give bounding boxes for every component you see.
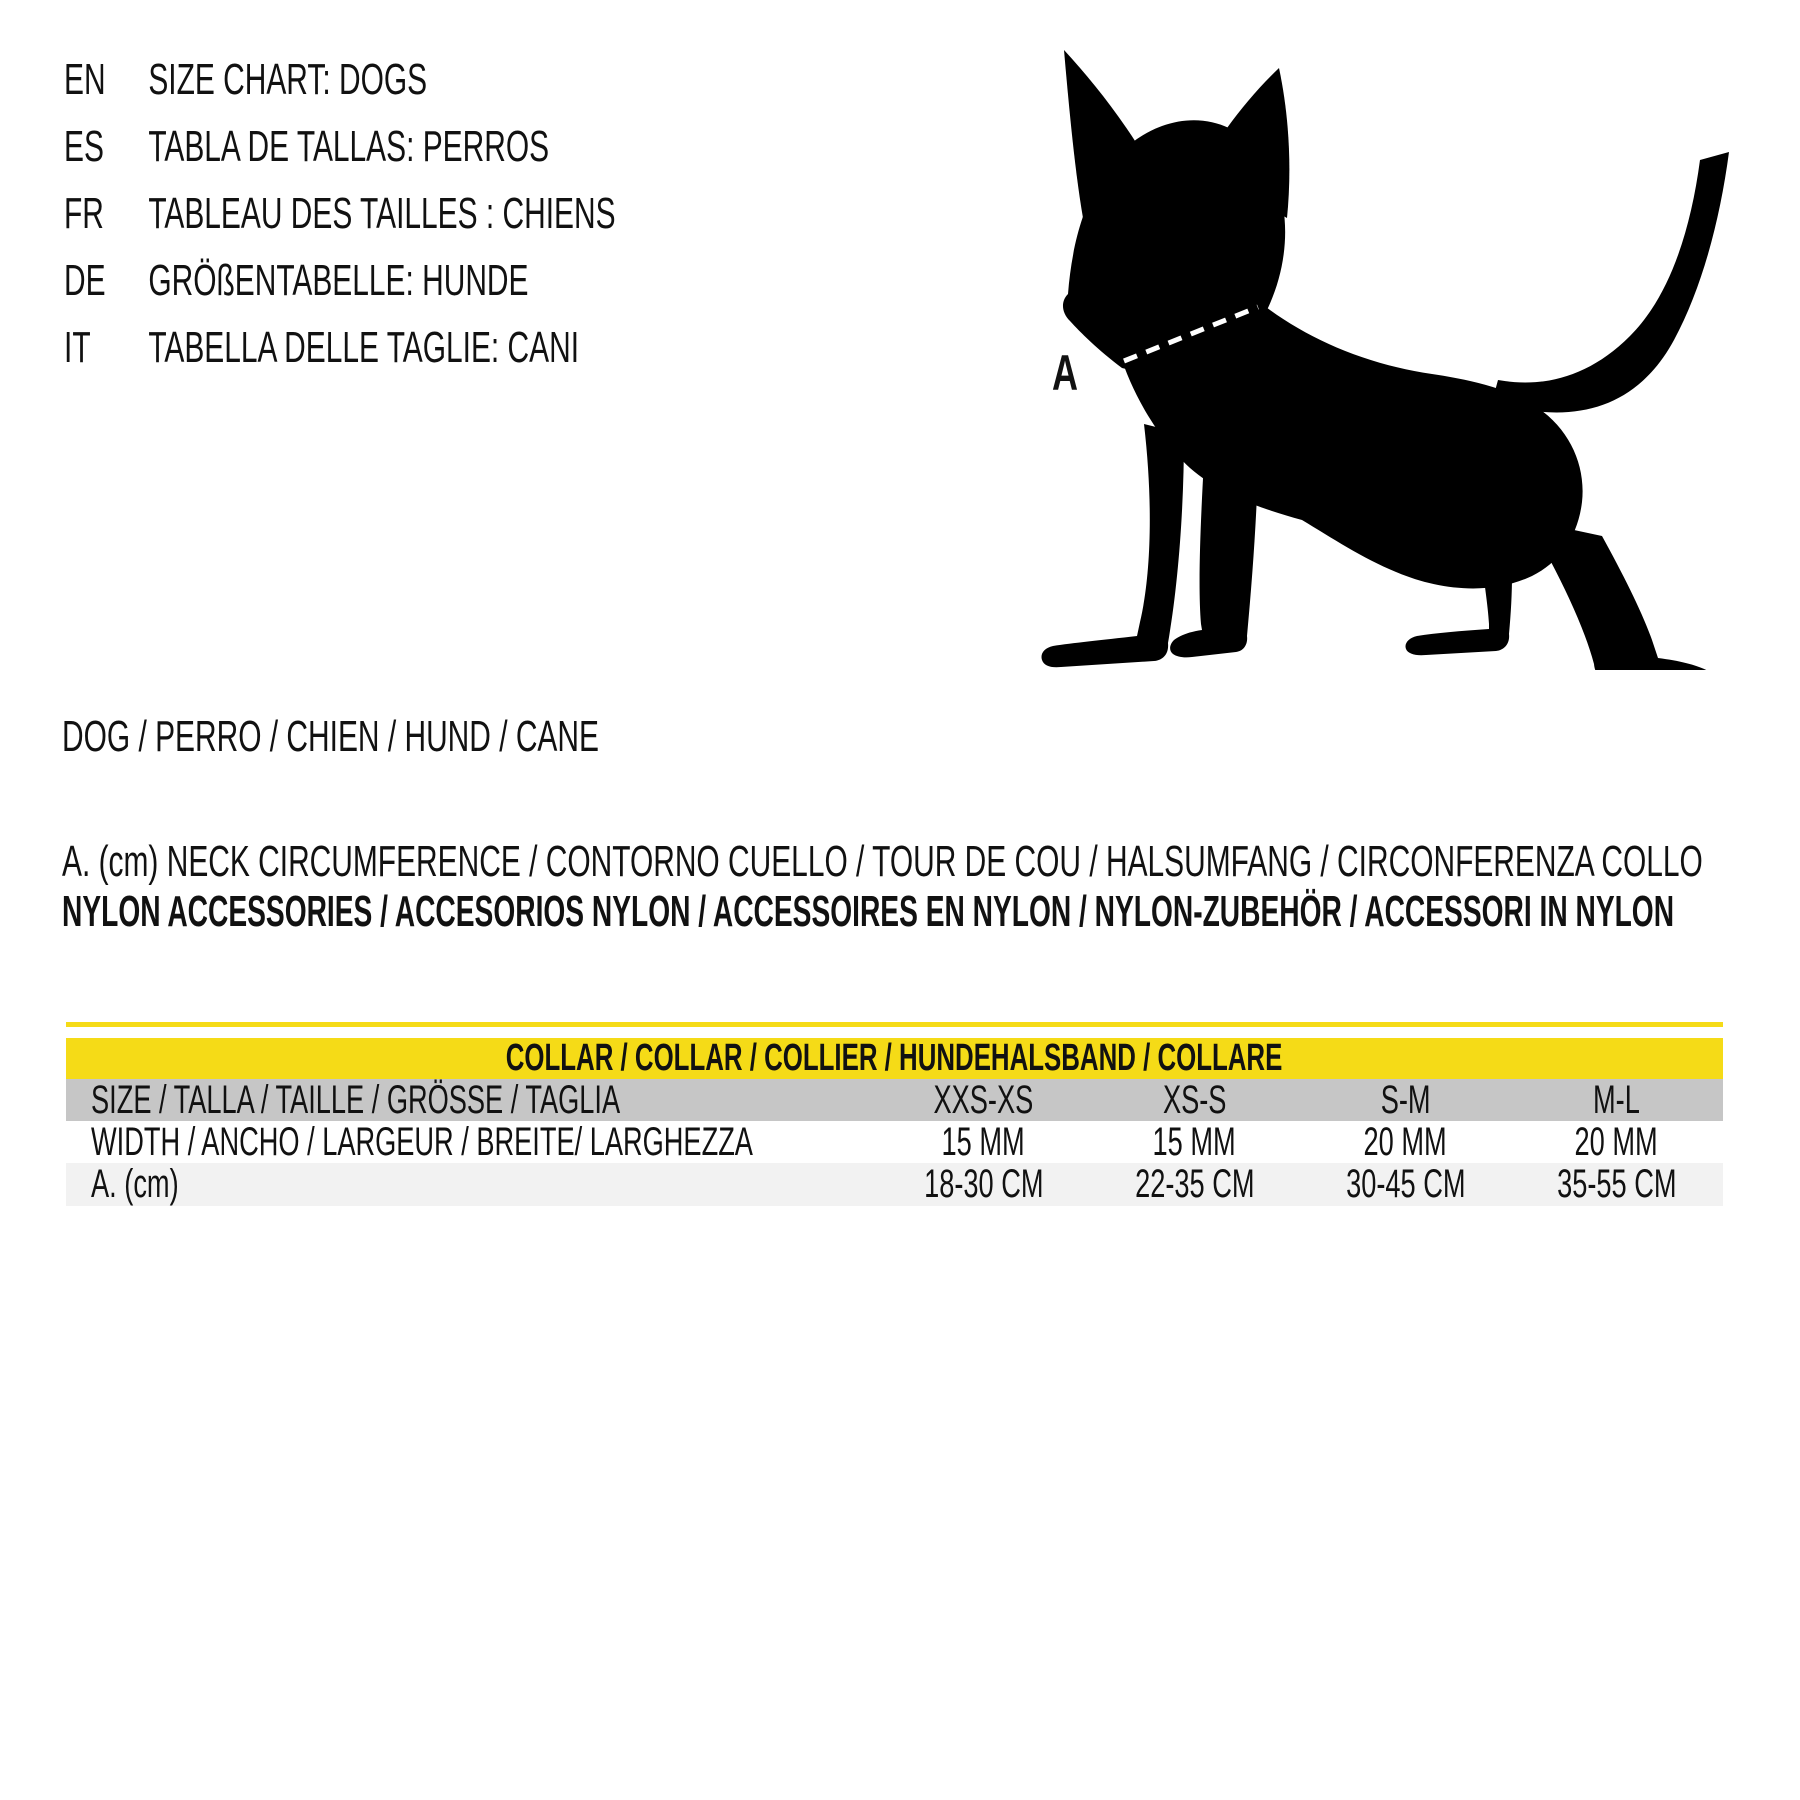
dog-tail <box>1492 152 1729 412</box>
size-value: M-L <box>1593 1077 1640 1122</box>
width-value: 20 MM <box>1574 1119 1659 1164</box>
dog-hind-near-leg <box>1546 524 1717 670</box>
language-code: DE <box>64 256 106 305</box>
language-title: TABLEAU DES TAILLES : CHIENS <box>148 189 616 238</box>
neck-value: 30-45 CM <box>1345 1162 1466 1206</box>
language-title: GRÖßENTABELLE: HUNDE <box>148 256 529 305</box>
table-row-neck <box>66 1163 1723 1206</box>
row-label: SIZE / TALLA / TAILLE / GRÖSSE / TAGLIA <box>91 1077 621 1122</box>
width-value: 15 MM <box>941 1119 1026 1164</box>
language-row-de <box>64 257 747 305</box>
language-code: EN <box>64 55 106 104</box>
measurement-note: A. (cm) NECK CIRCUMFERENCE / CONTORNO CUELLO / TOUR DE COU / HALSUMFANG / CIRCONFERENZA COLLO <box>62 837 1703 886</box>
size-value: S-M <box>1380 1077 1431 1122</box>
language-title: SIZE CHART: DOGS <box>148 55 428 104</box>
language-title: TABELLA DELLE TAGLIE: CANI <box>148 323 580 372</box>
dog-front-near-leg <box>1041 424 1184 667</box>
row-label: WIDTH / ANCHO / LARGEUR / BREITE/ LARGHEZZA <box>91 1119 753 1164</box>
table-row-width <box>66 1121 1723 1163</box>
language-code: IT <box>64 323 91 372</box>
width-value: 15 MM <box>1152 1119 1237 1164</box>
language-row-it <box>64 324 821 372</box>
row-label: A. (cm) <box>91 1162 179 1206</box>
chihuahua-silhouette-icon <box>1040 40 1740 670</box>
table-top-rule <box>66 1022 1723 1027</box>
neck-value: 35-55 CM <box>1556 1162 1677 1206</box>
material-note: NYLON ACCESSORIES / ACCESORIOS NYLON / ACCESSOIRES EN NYLON / NYLON-ZUBEHÖR / ACCESSORI IN NYLON <box>62 887 1675 936</box>
width-value: 20 MM <box>1363 1119 1448 1164</box>
language-row-fr <box>64 190 875 238</box>
dog-illustration <box>1040 40 1740 670</box>
size-value: XXS-XS <box>933 1077 1034 1122</box>
table-header-row <box>66 1038 1723 1079</box>
dog-body <box>1124 304 1583 588</box>
collar-measure-label: A <box>1052 345 1078 401</box>
collar-size-table <box>66 1038 1723 1206</box>
dog-front-far-leg <box>1170 460 1258 657</box>
language-row-en <box>64 56 598 104</box>
language-code: FR <box>64 189 104 238</box>
neck-value: 18-30 CM <box>923 1162 1044 1206</box>
language-title: TABLA DE TALLAS: PERROS <box>148 122 550 171</box>
language-row-es <box>64 123 777 171</box>
size-value: XS-S <box>1162 1077 1227 1122</box>
dog-caption: DOG / PERRO / CHIEN / HUND / CANE <box>62 712 599 761</box>
neck-value: 22-35 CM <box>1134 1162 1255 1206</box>
table-header-title: COLLAR / COLLAR / COLLIER / HUNDEHALSBAND / COLLARE <box>506 1037 1283 1079</box>
language-code: ES <box>64 122 104 171</box>
table-row-size <box>66 1079 1723 1121</box>
